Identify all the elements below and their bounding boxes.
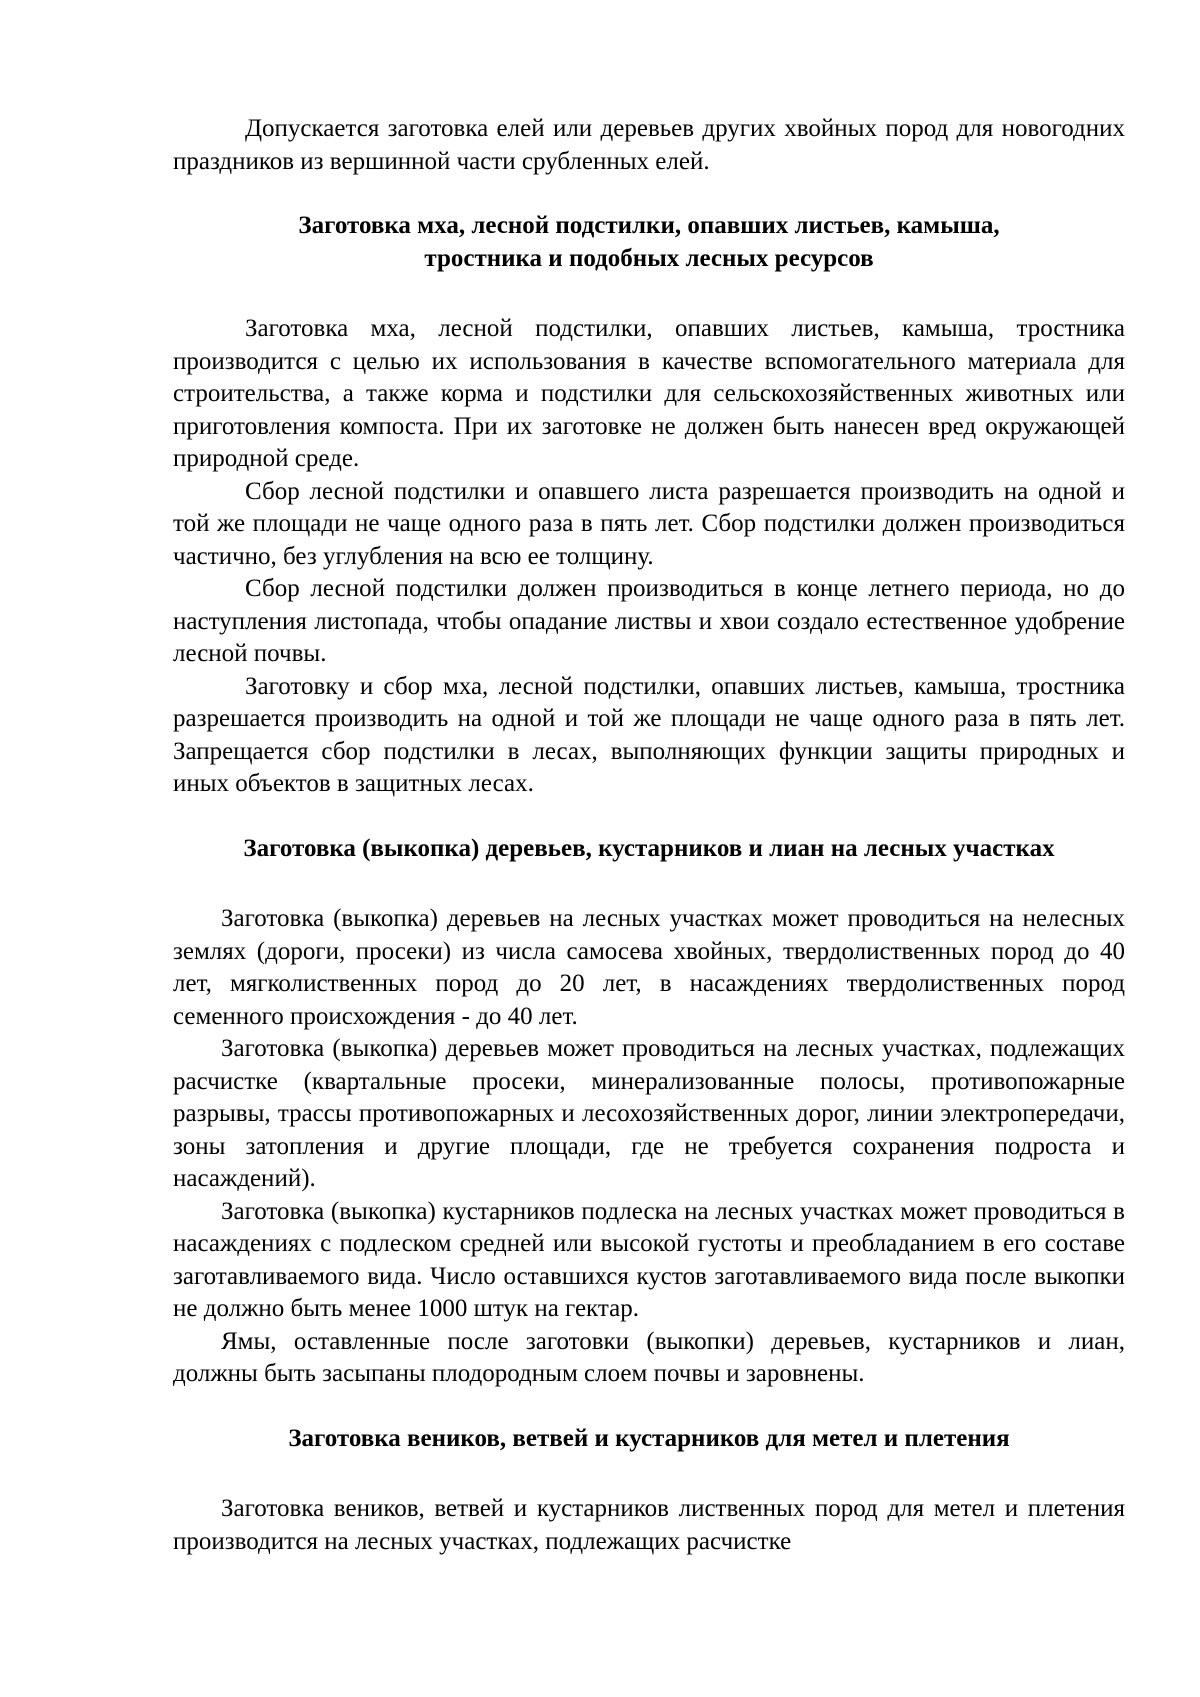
paragraph: Заготовку и сбор мха, лесной подстилки, опавших листьев, камыша, тростника разрешается производить на одной и той же площади не чаще одного раза в пять лет. Запрещается сбор подстилки в лесах, выполняющих функции защиты природных и иных объектов в защитных лесах.	[173, 672, 1125, 797]
heading-line: Заготовка веников, ветвей и кустарников для метел и плетения	[288, 1424, 1010, 1452]
paragraph: Заготовка веников, ветвей и кустарников лиственных пород для метел и плетения производится на лесных участках, подлежащих расчистке	[173, 1495, 1125, 1555]
paragraph: Заготовка (выкопка) деревьев на лесных участках может проводиться на нелесных землях (дороги, просеки) из числа самосева хвойных, твердолиственных пород до 40 лет, мягколиственных пород до 20 лет, в насаждениях твердолиственных пород семенного происхождения - до 40 лет.	[173, 905, 1125, 1030]
paragraph: Допускается заготовка елей или деревьев других хвойных пород для новогодних праздников из вершинной части срубленных елей.	[173, 115, 1125, 175]
section-heading-moss	[173, 210, 1125, 275]
paragraph: Сбор лесной подстилки и опавшего листа разрешается производить на одной и той же площади не чаще одного раза в пять лет. Сбор подстилки должен производиться частично, без углубления на всю ее толщину.	[173, 477, 1125, 570]
section-body-moss	[173, 313, 1125, 801]
section-heading-digging	[173, 833, 1125, 866]
section-body-digging	[173, 903, 1125, 1391]
paragraph: Сбор лесной подстилки должен производиться в конце летнего периода, но до наступления листопада, чтобы опадание листвы и хвои создало естественное удобрение лесной почвы.	[173, 575, 1125, 667]
heading-line: Заготовка мха, лесной подстилки, опавших листьев, камыша,	[298, 212, 1000, 239]
paragraph: Заготовка (выкопка) кустарников подлеска на лесных участках может проводиться в насаждениях с подлеском средней или высокой густоты и преобладанием в его составе заготавливаемого вида. Число оставшихся кустов заготавливаемого вида после выкопки не должно быть менее 1000 штук на гектар.	[173, 1197, 1125, 1322]
heading-line: тростника и подобных лесных ресурсов	[424, 244, 874, 272]
paragraph: Заготовка мха, лесной подстилки, опавших листьев, камыша, тростника производится с целью их использования в качестве вспомогательного материала для строительства, а также корма и подстилки для сельскохозяйственных животных или приготовления компоста. При их заготовке не должен быть нанесен вред окружающей природной среде.	[173, 315, 1125, 472]
section-body-brooms	[173, 1493, 1125, 1558]
section-heading-brooms	[173, 1423, 1125, 1456]
document-page	[173, 113, 1125, 1558]
heading-line: Заготовка (выкопка) деревьев, кустарников и лиан на лесных участках	[243, 834, 1055, 862]
paragraph: Заготовка (выкопка) деревьев может проводиться на лесных участках, подлежащих расчистке (квартальные просеки, минерализованные полосы, противопожарные разрывы, трассы противопожарных и лесохозяйственных дорог, линии электропередачи, зоны затопления и другие площади, где не требуется сохранения подроста и насаждений).	[173, 1035, 1125, 1192]
paragraph: Ямы, оставленные после заготовки (выкопки) деревьев, кустарников и лиан, должны быть засыпаны плодородным слоем почвы и заровнены.	[173, 1327, 1125, 1387]
